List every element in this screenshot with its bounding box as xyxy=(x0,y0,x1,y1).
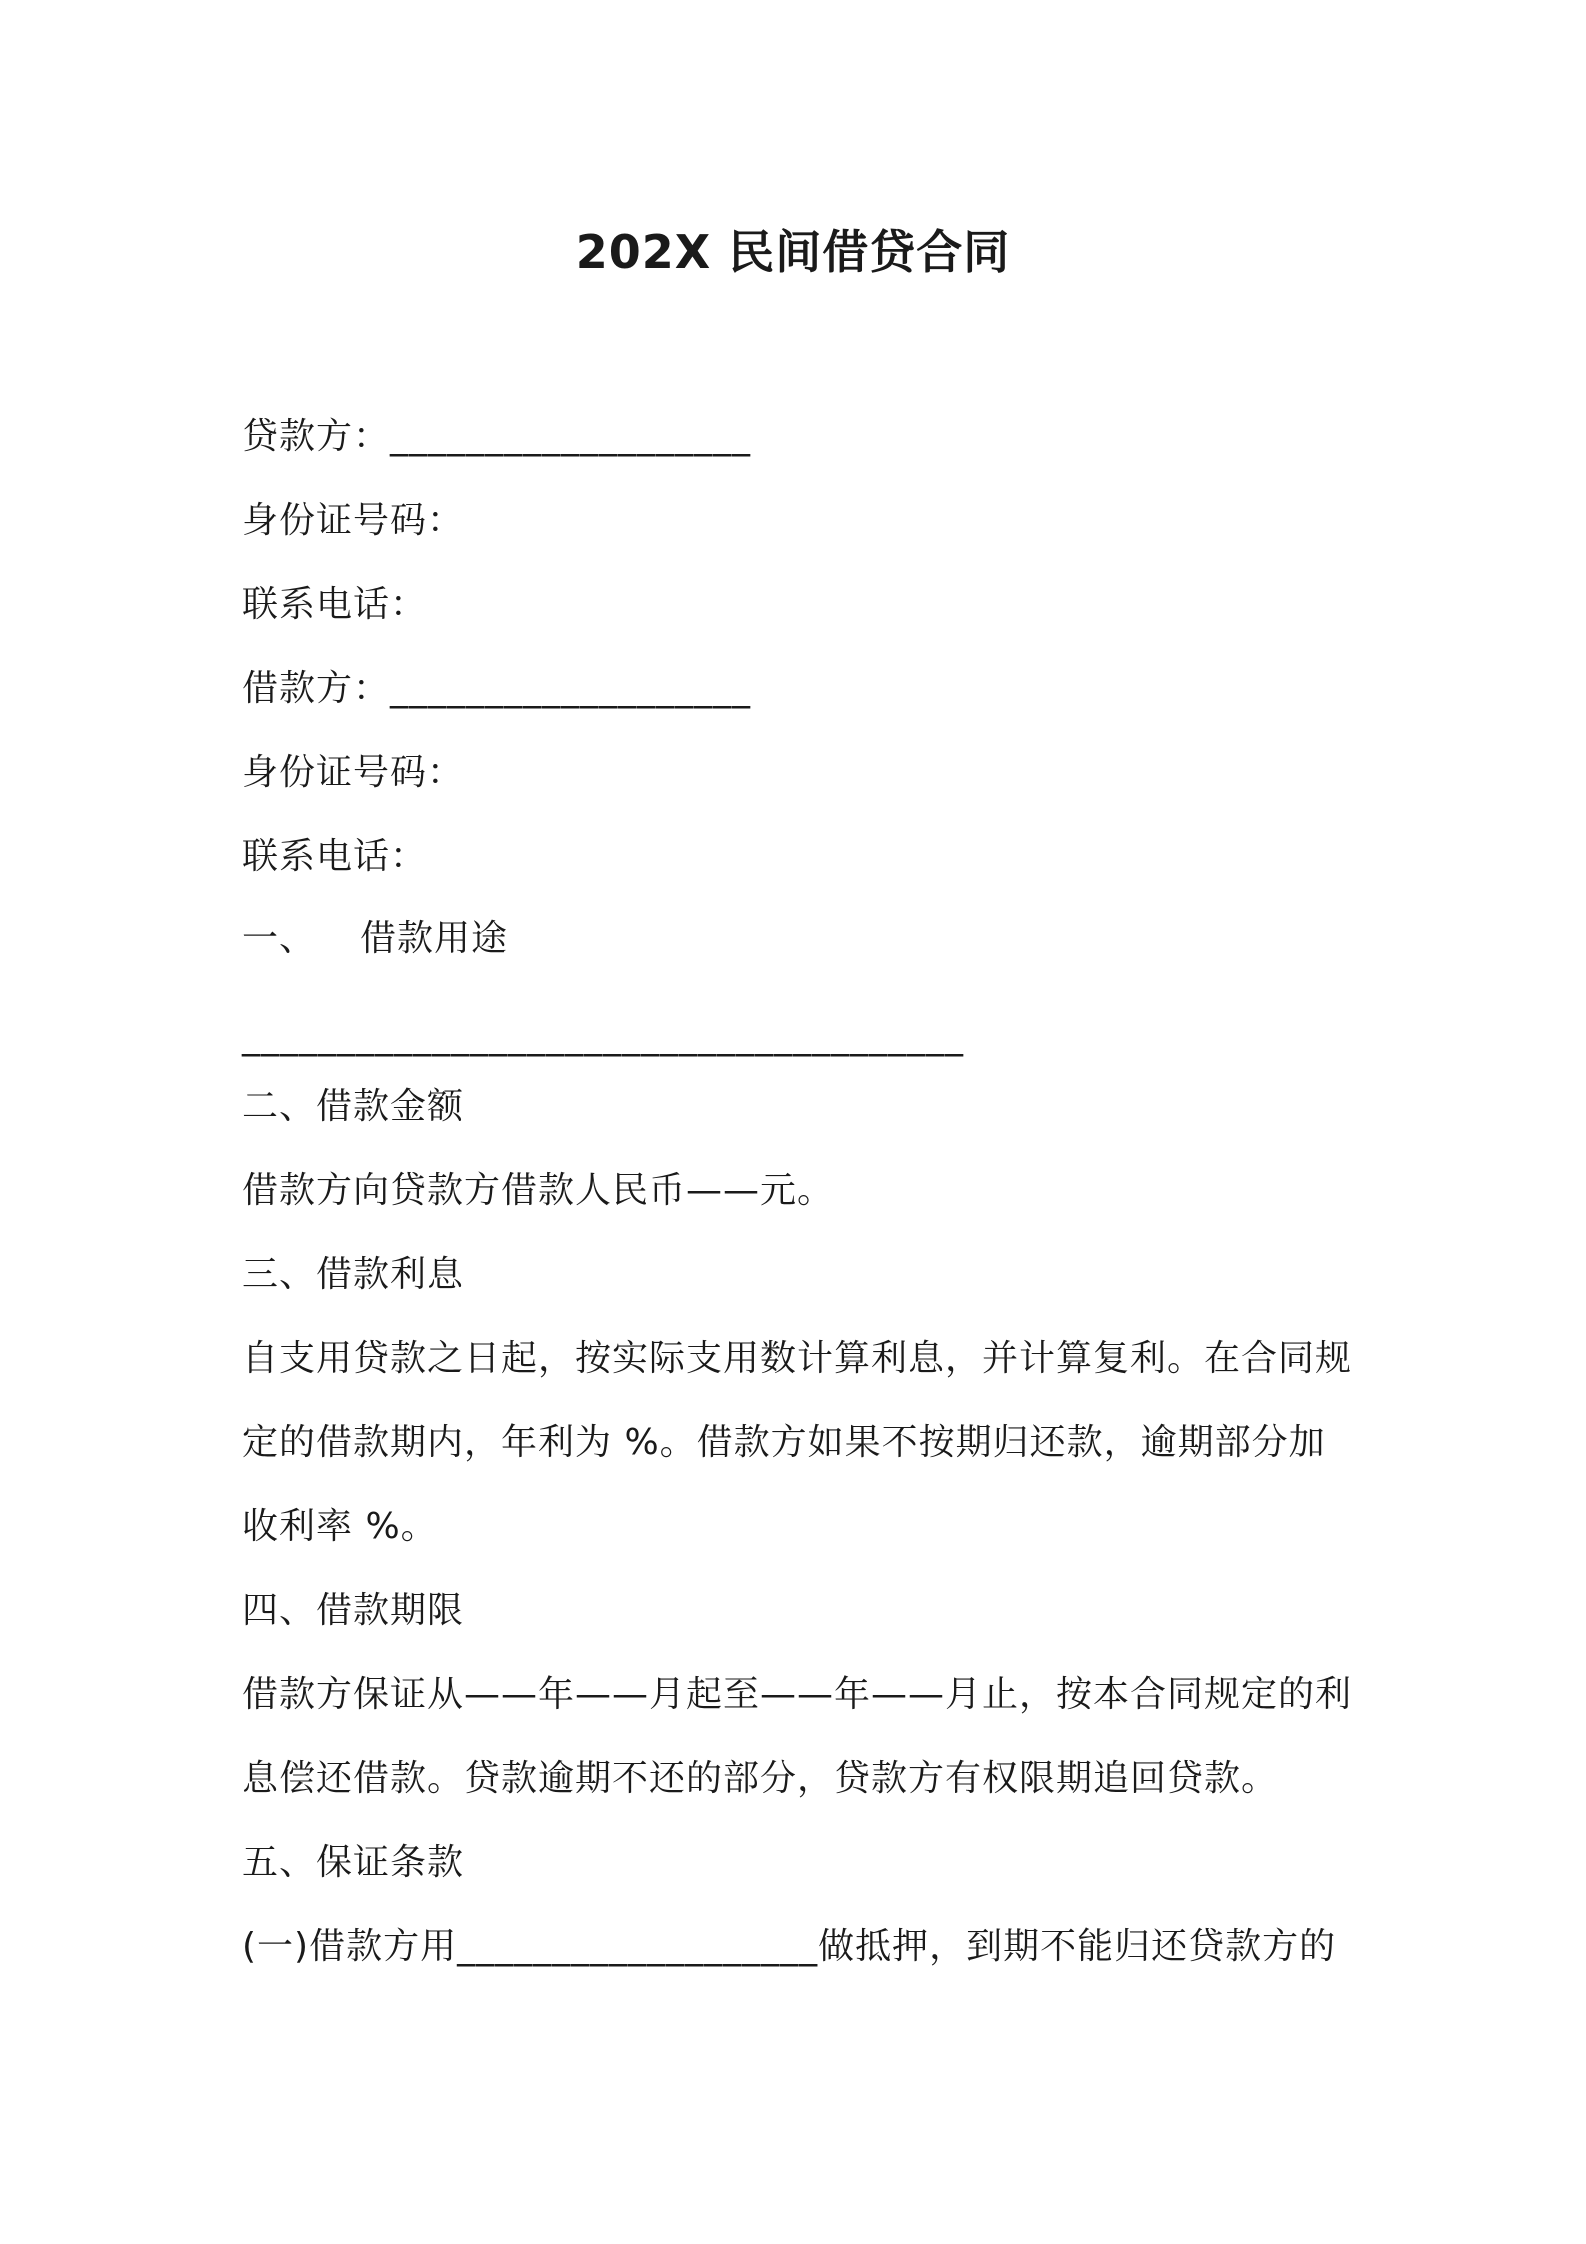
section-guarantee-heading: 五、保证条款 xyxy=(242,1842,465,1883)
lender-phone-line xyxy=(242,580,427,630)
section-term-heading: 四、借款期限 xyxy=(242,1590,465,1631)
section-term-line2: 息偿还借款。贷款逾期不还的部分，贷款方有权限期追回贷款。 xyxy=(242,1758,1279,1799)
guarantee-prefix: (一)借款方用 xyxy=(242,1926,458,1967)
section-interest-heading: 三、借款利息 xyxy=(242,1254,465,1295)
borrower-line xyxy=(242,664,751,714)
section-purpose-number: 一、 xyxy=(242,918,317,959)
borrower-label: 借款方： xyxy=(242,668,391,709)
guarantee-suffix: 做抵押，到期不能归还贷款方的 xyxy=(818,1926,1337,1967)
page-title: 202X 民间借贷合同 xyxy=(575,225,1011,279)
lender-blank: ___________________ xyxy=(390,416,752,457)
borrower-id-line xyxy=(242,748,464,798)
section-purpose-blank: ______________________________________ xyxy=(242,1016,964,1057)
section-purpose-heading xyxy=(242,914,508,964)
section-guarantee-line1 xyxy=(242,1922,1336,1972)
lender-id-line xyxy=(242,496,464,546)
section-amount-text: 借款方向贷款方借款人民币——元。 xyxy=(242,1170,835,1211)
guarantee-blank: ___________________ xyxy=(457,1926,819,1967)
lender-label: 贷款方： xyxy=(242,416,391,457)
section-term-line1: 借款方保证从——年——月起至——年——月止，按本合同规定的利 xyxy=(242,1674,1353,1715)
borrower-blank: ___________________ xyxy=(390,668,752,709)
section-interest-line1: 自支用贷款之日起，按实际支用数计算利息，并计算复利。在合同规 xyxy=(242,1338,1353,1379)
section-interest-line3: 收利率 %。 xyxy=(242,1506,438,1547)
section-amount-heading: 二、借款金额 xyxy=(242,1086,465,1127)
section-interest-line2: 定的借款期内，年利为 %。借款方如果不按期归还款，逾期部分加 xyxy=(242,1422,1326,1463)
lender-id-label: 身份证号码： xyxy=(242,500,465,541)
borrower-id-label: 身份证号码： xyxy=(242,752,465,793)
lender-phone-label: 联系电话： xyxy=(242,584,428,625)
section-purpose-title: 借款用途 xyxy=(360,918,509,959)
borrower-phone-label: 联系电话： xyxy=(242,836,428,877)
lender-line xyxy=(242,412,751,462)
borrower-phone-line xyxy=(242,832,427,882)
